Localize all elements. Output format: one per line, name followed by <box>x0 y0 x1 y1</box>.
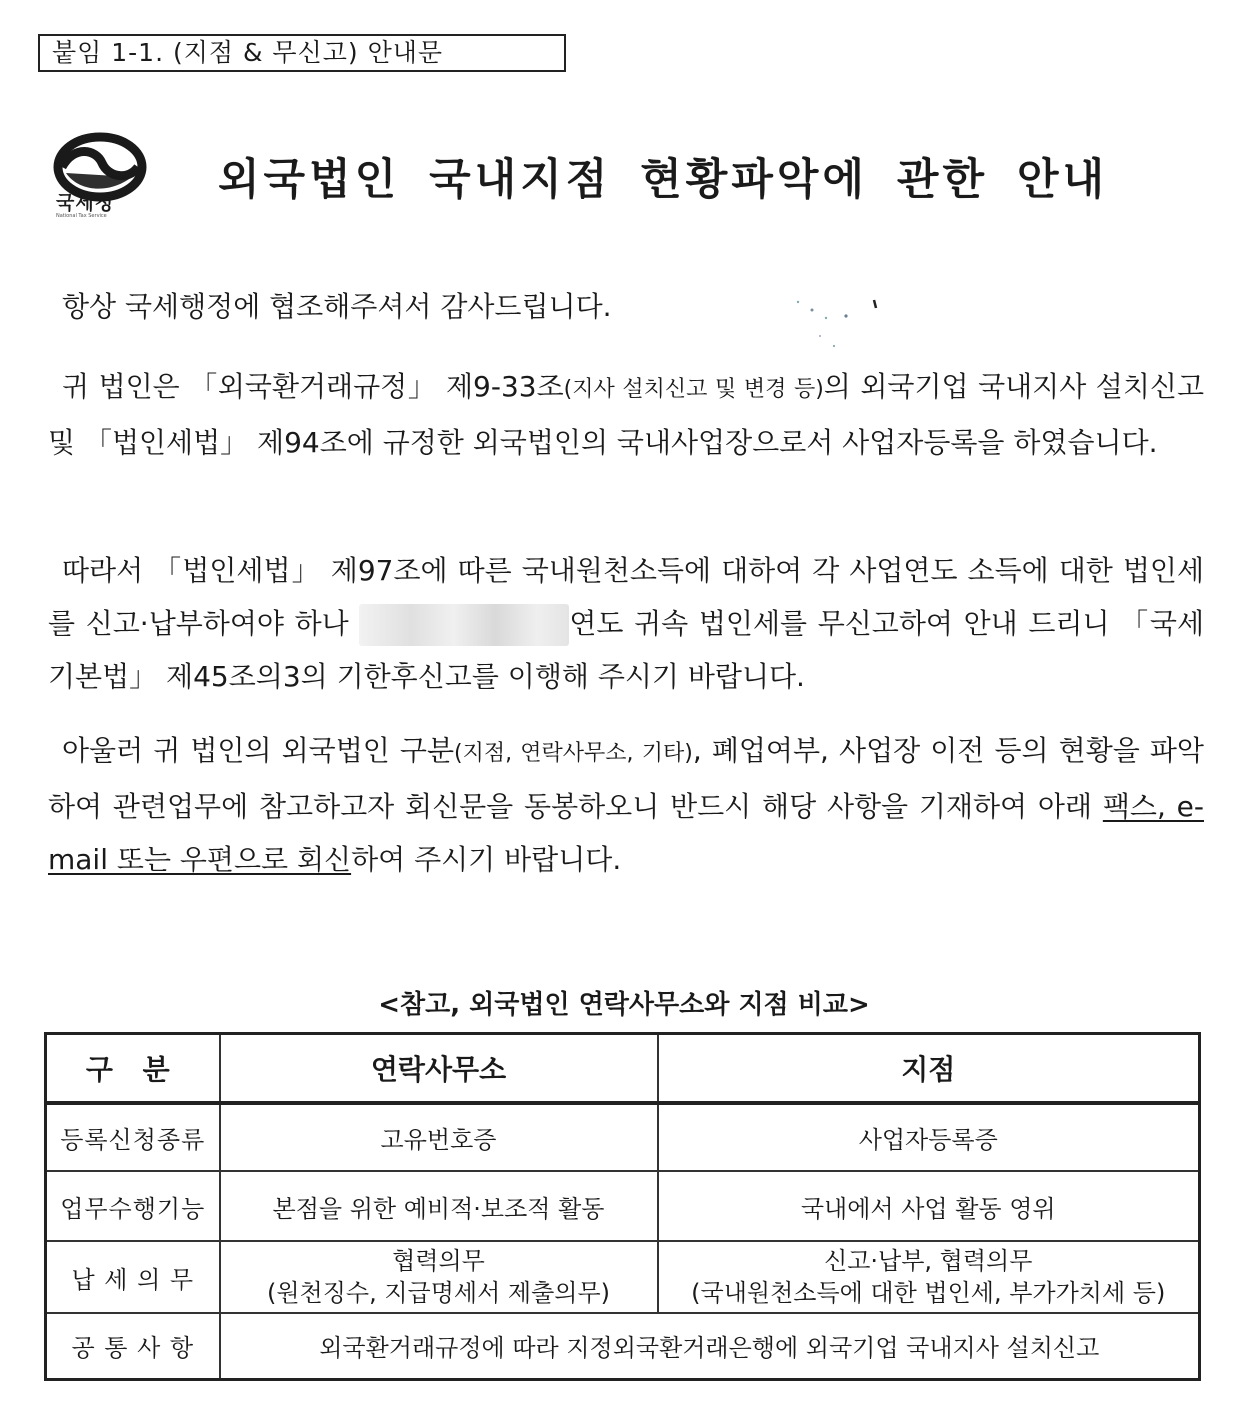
para2-text-b: 연도 귀속 법인세를 무신고하여 안내 드리니 「국세기본법」 제45조의3의 기한후신고를 이행해 주시기 바랍니다. <box>48 607 1204 693</box>
greeting-paragraph <box>48 280 1204 333</box>
paragraph-registration <box>48 360 1204 469</box>
para3-text-a: 아울러 귀 법인의 외국법인 구분 <box>62 734 455 767</box>
branch-cell: 국내에서 사업 활동 영위 <box>658 1171 1200 1241</box>
para3-text-b: , 폐업여부, 사업장 이전 등의 현황을 파악하여 관련업무에 참고하고자 회신문을 동봉하오니 반드시 해당 사항을 기재하여 아래 <box>48 734 1204 823</box>
table-row <box>46 1171 1200 1241</box>
greeting-text: 항상 국세행정에 협조해주셔서 감사드립니다. <box>62 290 612 323</box>
row-label: 공 통 사 항 <box>46 1313 220 1379</box>
para1-text-b: 의 외국기업 국내지사 설치신고 및 「법인세법」 제94조에 규정한 외국법인의 국내사업장으로서 사업자등록을 하였습니다. <box>48 370 1204 459</box>
liaison-cell <box>220 1241 658 1313</box>
table-row <box>46 1103 1200 1171</box>
logo-subtitle: National Tax Service <box>56 213 107 219</box>
table-header-row <box>46 1034 1200 1104</box>
row-label: 업무수행기능 <box>46 1171 220 1241</box>
reply-methods-underlined: 팩스, e-mail 또는 우편으로 회신 <box>48 790 1204 876</box>
table-row <box>46 1313 1200 1379</box>
liaison-line-1: 협력의무 <box>392 1247 485 1275</box>
paragraph-filing-notice <box>48 544 1204 703</box>
liaison-line-2: (원천징수, 지급명세서 제출의무) <box>266 1279 610 1307</box>
table-row <box>46 1241 1200 1313</box>
logo-name: 국세청 <box>56 192 115 214</box>
document-title: 외국법인 국내지점 현황파악에 관한 안내 <box>218 155 1109 205</box>
liaison-cell: 고유번호증 <box>220 1103 658 1171</box>
para3-small-note: (지점, 연락사무소, 기타) <box>454 741 693 766</box>
para1-text-a: 귀 법인은 「외국환거래규정」 제9-33조 <box>62 370 564 403</box>
para1-small-note: (지사 설치신고 및 변경 등) <box>563 377 824 402</box>
attachment-label: 붙임 1-1. (지점 & 무신고) 안내문 <box>38 34 566 72</box>
row-label: 납 세 의 무 <box>46 1241 220 1313</box>
para3-text-c: 하여 주시기 바랍니다. <box>351 843 622 876</box>
common-cell: 외국환거래규정에 따라 지정외국환거래은행에 외국기업 국내지사 설치신고 <box>220 1313 1200 1379</box>
para2-text-a: 따라서 「법인세법」 제97조에 따른 국내원천소득에 대하여 각 사업연도 소득에 대한 법인세를 신고·납부하여야 하나 <box>48 554 1204 640</box>
branch-cell <box>658 1241 1200 1313</box>
comparison-table <box>44 1032 1201 1381</box>
redacted-year-block <box>359 604 569 646</box>
paragraph-reply-request <box>48 724 1204 886</box>
branch-line-1: 신고·납부, 협력의무 <box>824 1247 1033 1275</box>
header-category: 구 분 <box>46 1034 220 1104</box>
branch-line-2: (국내원천소득에 대한 법인세, 부가가치세 등) <box>691 1279 1166 1307</box>
header-liaison-office: 연락사무소 <box>220 1034 658 1104</box>
branch-cell: 사업자등록증 <box>658 1103 1200 1171</box>
liaison-cell: 본점을 위한 예비적·보조적 활동 <box>220 1171 658 1241</box>
header-branch: 지점 <box>658 1034 1200 1104</box>
row-label: 등록신청종류 <box>46 1103 220 1171</box>
reference-title: <참고, 외국법인 연락사무소와 지점 비교> <box>378 990 870 1020</box>
